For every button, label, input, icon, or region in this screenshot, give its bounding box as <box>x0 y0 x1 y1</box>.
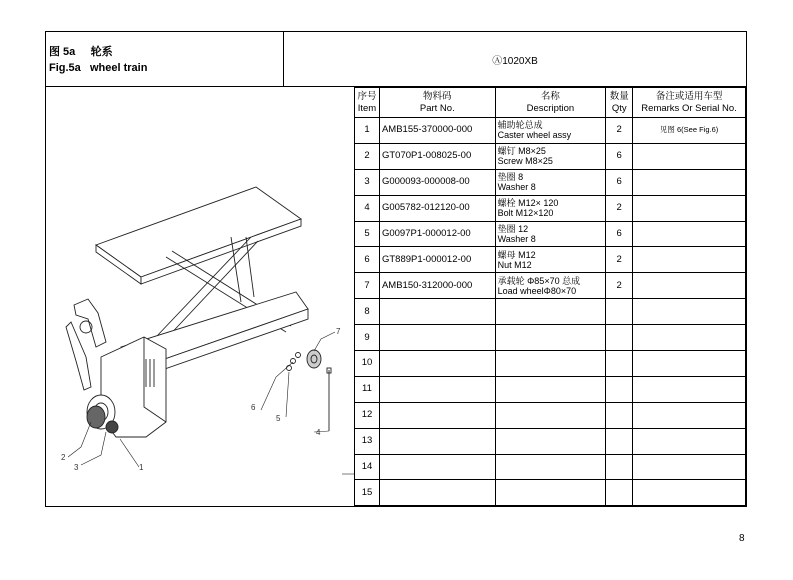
description-en: Load wheelΦ80×70 <box>497 285 577 296</box>
part-number: G005782-012120-00 <box>381 202 470 214</box>
cell-part-no <box>379 351 495 377</box>
cell-item <box>355 325 380 351</box>
cell-remarks <box>633 454 746 480</box>
part-number: GT070P1-008025-00 <box>381 150 472 162</box>
cell-description <box>495 480 606 506</box>
description-cn: 螺母 M12 <box>497 249 536 260</box>
callout-2: 2 <box>61 453 66 462</box>
cell-item <box>355 118 380 144</box>
figure-caption-cn <box>49 43 113 59</box>
cell-remarks <box>633 169 746 195</box>
cell-item <box>355 247 380 273</box>
description-en: Nut M12 <box>497 259 532 270</box>
cell-qty <box>606 402 633 428</box>
figure-title-en: wheel train <box>89 62 148 74</box>
table-row <box>355 428 746 454</box>
part-number: AMB155-370000-000 <box>381 124 473 136</box>
cell-qty <box>606 351 633 377</box>
cell-remarks <box>633 299 746 325</box>
cell-remarks <box>633 402 746 428</box>
cell-qty <box>606 299 633 325</box>
header-description: 名称 Description <box>495 88 606 118</box>
figure-caption-en <box>49 62 147 74</box>
figure-caption <box>46 32 284 86</box>
cell-item <box>355 273 380 299</box>
cell-item <box>355 376 380 402</box>
cell-remarks <box>633 480 746 506</box>
header-part-no: 物料码 Part No. <box>379 88 495 118</box>
cell-part-no <box>379 325 495 351</box>
cell-remarks <box>633 221 746 247</box>
cell-qty <box>606 169 633 195</box>
table-row <box>355 195 746 221</box>
cell-qty <box>606 325 633 351</box>
figure-title-cn: 轮系 <box>90 46 113 58</box>
item-number: 1 <box>364 124 370 136</box>
quantity: 2 <box>616 253 622 265</box>
item-number: 15 <box>361 486 373 498</box>
cell-description <box>495 351 606 377</box>
cell-item <box>355 299 380 325</box>
item-number: 3 <box>364 176 370 188</box>
cell-remarks <box>633 247 746 273</box>
table-row <box>355 169 746 195</box>
parts-table <box>354 87 746 506</box>
table-row <box>355 376 746 402</box>
item-number: 7 <box>364 279 370 291</box>
table-row <box>355 273 746 299</box>
parts-table-body <box>355 118 746 506</box>
callout-1: 1 <box>139 463 144 472</box>
header-remarks: 备注或适用车型 Remarks Or Serial No. <box>633 88 746 118</box>
cell-item <box>355 143 380 169</box>
header-qty: 数量 Qty <box>606 88 633 118</box>
cell-remarks <box>633 195 746 221</box>
table-row <box>355 351 746 377</box>
item-number: 14 <box>361 461 373 473</box>
part-number: GT889P1-000012-00 <box>381 253 472 265</box>
cell-description <box>495 376 606 402</box>
description-cn: 承载轮 Φ85×70 总成 <box>497 275 581 286</box>
cell-qty <box>606 273 633 299</box>
callout-6: 6 <box>251 403 256 412</box>
page-number: 8 <box>739 533 745 544</box>
cell-remarks <box>633 351 746 377</box>
cell-part-no <box>379 143 495 169</box>
header-item: 序号 Item <box>355 88 380 118</box>
cell-item <box>355 351 380 377</box>
callout-5: 5 <box>276 414 281 423</box>
quantity: 6 <box>616 228 622 239</box>
cell-description <box>495 454 606 480</box>
cell-description <box>495 169 606 195</box>
cell-part-no <box>379 169 495 195</box>
table-row <box>355 247 746 273</box>
quantity: 2 <box>616 124 622 136</box>
table-row <box>355 221 746 247</box>
item-number: 13 <box>361 435 373 447</box>
quantity: 2 <box>616 279 622 291</box>
part-number: G000093-000008-00 <box>381 176 470 188</box>
cell-remarks <box>633 428 746 454</box>
cell-description <box>495 143 606 169</box>
table-row <box>355 143 746 169</box>
cell-description <box>495 273 606 299</box>
item-number: 5 <box>364 228 370 239</box>
description-cn: 螺钉 M8×25 <box>497 146 546 157</box>
cell-part-no <box>379 247 495 273</box>
cell-remarks <box>633 325 746 351</box>
item-number: 12 <box>361 409 373 421</box>
table-row <box>355 325 746 351</box>
description-en: Caster wheel assy <box>497 130 572 141</box>
description-en: Bolt M12×120 <box>497 208 554 219</box>
cell-qty <box>606 221 633 247</box>
cell-part-no <box>379 273 495 299</box>
cell-item <box>355 402 380 428</box>
cell-qty <box>606 143 633 169</box>
cell-item <box>355 221 380 247</box>
item-number: 4 <box>364 202 370 214</box>
table-header-row <box>355 88 746 118</box>
cell-item <box>355 195 380 221</box>
item-number: 6 <box>364 253 370 265</box>
table-row <box>355 299 746 325</box>
quantity: 2 <box>616 202 622 214</box>
cell-description <box>495 299 606 325</box>
model-label: Ⓐ1020XB <box>492 55 538 67</box>
cell-part-no <box>379 402 495 428</box>
cell-qty <box>606 480 633 506</box>
item-number: 10 <box>361 357 373 369</box>
cell-description <box>495 325 606 351</box>
cell-qty <box>606 428 633 454</box>
description-en: Washer 8 <box>497 182 536 193</box>
description-cn: 螺栓 M12× 120 <box>497 198 559 209</box>
cell-description <box>495 428 606 454</box>
cell-description <box>495 195 606 221</box>
cell-part-no <box>379 480 495 506</box>
cell-qty <box>606 195 633 221</box>
cell-part-no <box>379 195 495 221</box>
cell-remarks <box>633 273 746 299</box>
cell-part-no <box>379 221 495 247</box>
description-cn: 辅助轮总成 <box>497 120 543 131</box>
table-row <box>355 402 746 428</box>
cell-item <box>355 454 380 480</box>
table-row <box>355 454 746 480</box>
item-number: 11 <box>362 383 372 395</box>
cell-part-no <box>379 454 495 480</box>
cell-description <box>495 221 606 247</box>
cell-part-no <box>379 376 495 402</box>
cell-description <box>495 247 606 273</box>
cell-item <box>355 169 380 195</box>
remark: 见图 6(See Fig.6) <box>659 125 719 135</box>
cell-part-no <box>379 299 495 325</box>
callout-7: 7 <box>336 327 341 336</box>
description-cn: 垫圈 8 <box>497 172 524 183</box>
callout-4: 4 <box>316 428 321 437</box>
cell-qty <box>606 376 633 402</box>
quantity: 6 <box>616 176 622 188</box>
cell-description <box>495 118 606 144</box>
description-en: Screw M8×25 <box>497 156 553 167</box>
figure-number-cn: 图 5a <box>49 46 76 58</box>
part-number: G0097P1-000012-00 <box>381 228 471 239</box>
cell-part-no <box>379 428 495 454</box>
item-number: 2 <box>364 150 370 162</box>
cell-item <box>355 480 380 506</box>
cell-remarks <box>633 143 746 169</box>
item-number: 8 <box>364 305 370 317</box>
cell-qty <box>606 454 633 480</box>
callout-3: 3 <box>74 463 79 472</box>
part-number: AMB150-312000-000 <box>381 279 473 291</box>
description-cn: 垫圈 12 <box>497 224 529 234</box>
cell-remarks <box>633 376 746 402</box>
cell-qty <box>606 247 633 273</box>
figure-number-en: Fig.5a <box>49 62 81 74</box>
exploded-view-drawing <box>46 87 354 507</box>
cell-item <box>355 428 380 454</box>
cell-part-no <box>379 118 495 144</box>
quantity: 6 <box>616 150 622 162</box>
cell-remarks <box>633 118 746 144</box>
table-row <box>355 118 746 144</box>
cell-qty <box>606 118 633 144</box>
item-number: 9 <box>364 331 370 343</box>
table-row <box>355 480 746 506</box>
cell-description <box>495 402 606 428</box>
description-en: Washer 8 <box>497 234 536 244</box>
document-frame <box>45 31 747 507</box>
